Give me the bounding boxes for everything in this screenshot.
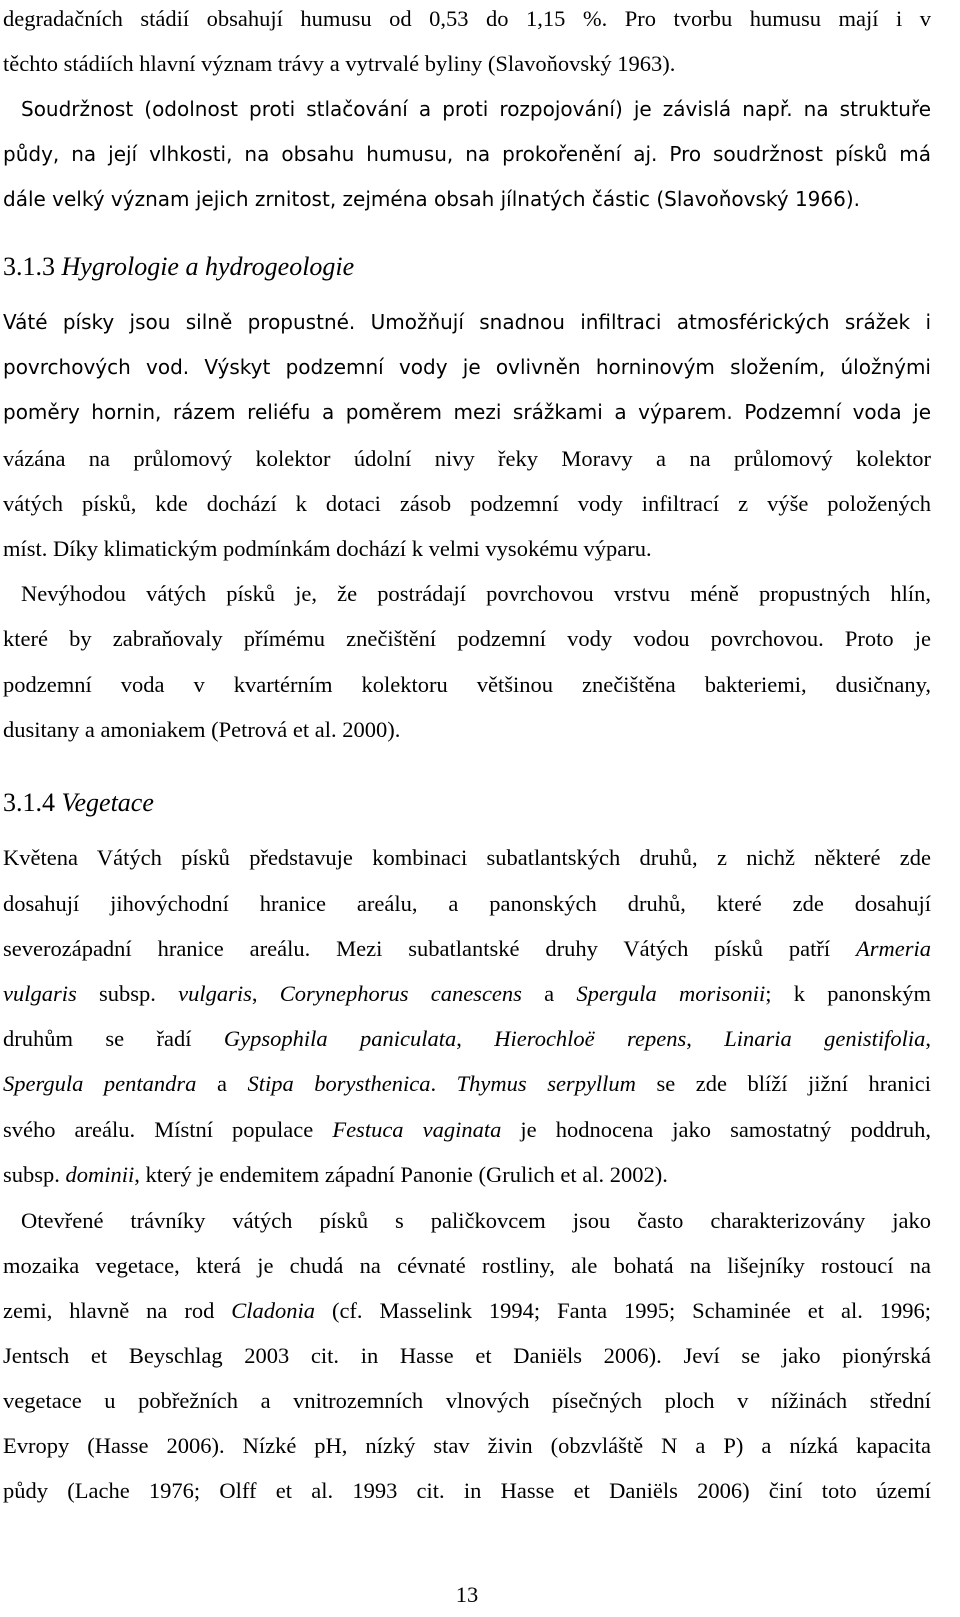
text-line: poměry hornin, rázem reliéfu a poměrem mezi srážkami a výparem. Podzemní voda je <box>3 400 931 424</box>
text-line: povrchových vod. Výskyt podzemní vody je ovlivněn horninovým složením, úložnými <box>3 355 931 379</box>
species-name: Festuca vaginata <box>332 1117 502 1142</box>
section-number: 3.1.3 <box>3 252 55 281</box>
species-name: Linaria genistifolia <box>724 1026 926 1051</box>
text-run: dosahují jihovýchodní hranice areálu, a panonských druhů, které zde dosahují <box>3 891 931 916</box>
text-run: subsp. <box>76 981 179 1006</box>
text-line <box>3 1206 931 1236</box>
section-number: 3.1.4 <box>3 788 55 817</box>
species-name: Corynephorus canescens <box>279 981 522 1006</box>
text-run: je hodnocena jako samostatný poddruh, <box>501 1117 931 1142</box>
text-line <box>3 1476 931 1506</box>
text-run: se zde blíží jižní hranici <box>635 1071 931 1096</box>
text-line: které by zabraňovaly přímému znečištění podzemní vody vodou povrchovou. Proto je <box>3 626 931 651</box>
text-line: Soudržnost (odolnost proti stlačování a proti rozpojování) je závislá např. na struktuře <box>21 97 931 121</box>
section-heading-vegetation <box>3 786 154 820</box>
text-line: vátých písků, kde dochází k dotaci zásob podzemní vody infiltrací z výše položených <box>3 491 931 516</box>
species-name: Spergula pentandra <box>3 1071 197 1096</box>
text-line <box>3 1296 931 1326</box>
species-name: Thymus serpyllum <box>456 1071 636 1096</box>
text-line: těchto stádiích hlavní význam trávy a vytrvalé byliny (Slavoňovský 1963). <box>3 51 676 76</box>
text-line <box>3 843 931 873</box>
text-line: vázána na průlomový kolektor údolní nivy řeky Moravy a na průlomový kolektor <box>3 446 931 471</box>
text-line: Váté písky jsou silně propustné. Umožňují snadnou infiltraci atmosférických srážek i <box>3 310 931 334</box>
species-name: Armeria <box>856 936 931 961</box>
species-name: vulgaris <box>178 981 252 1006</box>
text-run: zemi, hlavně na rod <box>3 1298 232 1323</box>
text-run: půdy (Lache 1976; Olff et al. 1993 cit. in Hasse et Daniëls 2006) činí toto území <box>3 1478 931 1503</box>
text-line <box>3 1024 931 1054</box>
text-run: , který je endemitem západní Panonie (Grulich et al. 2002). <box>134 1162 668 1187</box>
text-line: míst. Díky klimatickým podmínkám dochází k velmi vysokému výparu. <box>3 536 652 561</box>
species-name: Hierochloë repens <box>494 1026 687 1051</box>
text-line: podzemní voda v kvartérním kolektoru většinou znečištěna bakteriemi, dusičnany, <box>3 672 931 697</box>
text-line: půdy, na její vlhkosti, na obsahu humusu, na prokořenění aj. Pro soudržnost písků má <box>3 142 931 166</box>
text-line: dále velký význam jejich zrnitost, zejména obsah jílnatých částic (Slavoňovský 1966). <box>3 187 861 211</box>
section-title: Hygrologie a hydrogeologie <box>61 252 355 281</box>
species-name: Cladonia <box>231 1298 316 1323</box>
text-run: , <box>686 1026 725 1051</box>
text-line <box>3 979 931 1009</box>
text-run: , <box>456 1026 495 1051</box>
text-line: degradačních stádií obsahují humusu od 0,53 do 1,15 %. Pro tvorbu humusu mají i v <box>3 6 931 31</box>
species-name: dominii <box>65 1162 135 1187</box>
species-name: Stipa borysthenica <box>247 1071 431 1096</box>
text-run: Jentsch et Beyschlag 2003 cit. in Hasse et Daniëls 2006). Jeví se jako pionýrská <box>3 1343 931 1368</box>
text-run: a <box>521 981 577 1006</box>
text-line <box>3 1386 931 1416</box>
text-line <box>3 1431 931 1461</box>
text-run: vegetace u pobřežních a vnitrozemních vlnových písečných ploch v nížinách střední <box>3 1388 931 1413</box>
text-run: . <box>430 1071 457 1096</box>
page-number: 13 <box>455 1582 479 1607</box>
text-run: druhům se řadí <box>3 1026 224 1051</box>
text-run: mozaika vegetace, která je chudá na cévnaté rostliny, ale bohatá na lišejníky rostoucí na <box>3 1253 931 1278</box>
species-name: Gypsophila paniculata <box>223 1026 457 1051</box>
text-line <box>3 1115 931 1145</box>
text-line: Nevýhodou vátých písků je, že postrádají povrchovou vrstvu méně propustných hlín, <box>21 581 931 606</box>
text-line: dusitany a amoniakem (Petrová et al. 2000). <box>3 717 401 742</box>
text-run: ; k panonským <box>765 981 931 1006</box>
text-run: subsp. <box>3 1162 66 1187</box>
species-name: vulgaris <box>3 981 77 1006</box>
text-run: , <box>925 1026 932 1051</box>
text-run: a <box>196 1071 248 1096</box>
text-line <box>3 1341 931 1371</box>
species-name: Spergula morisonii <box>576 981 766 1006</box>
text-line <box>3 934 931 964</box>
section-heading-hydrology <box>3 250 354 284</box>
text-line <box>3 1251 931 1281</box>
text-line <box>3 889 931 919</box>
text-run: svého areálu. Místní populace <box>3 1117 333 1142</box>
text-run: Otevřené trávníky vátých písků s paličkovcem jsou často charakterizovány jako <box>21 1208 931 1233</box>
text-run: (cf. Masselink 1994; Fanta 1995; Schaminée et al. 1996; <box>315 1298 931 1323</box>
text-line <box>3 1069 931 1099</box>
text-run: Květena Vátých písků představuje kombinaci subatlantských druhů, z nichž některé zde <box>3 845 931 870</box>
section-title: Vegetace <box>61 788 154 817</box>
text-run: severozápadní hranice areálu. Mezi subatlantské druhy Vátých písků patří <box>3 936 856 961</box>
text-run: Evropy (Hasse 2006). Nízké pH, nízký stav živin (obzvláště N a P) a nízká kapacita <box>3 1433 931 1458</box>
text-run: , <box>251 981 280 1006</box>
text-line <box>3 1160 931 1190</box>
